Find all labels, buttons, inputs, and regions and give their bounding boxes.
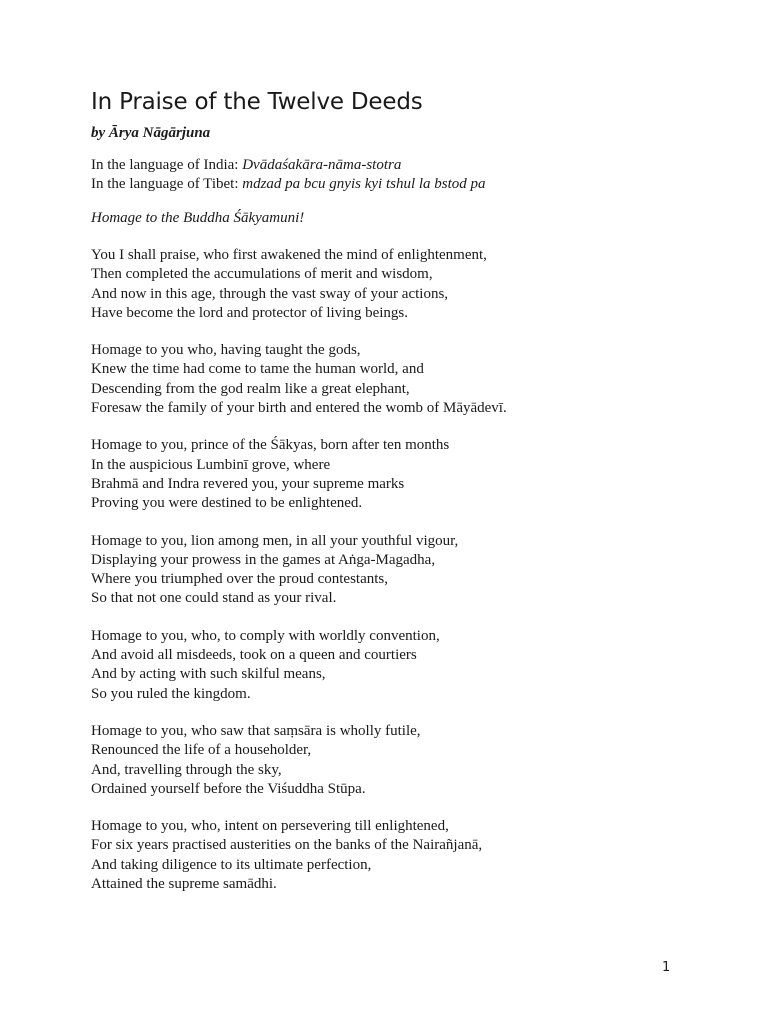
stanza-1 [91,246,731,323]
stanza-4 [91,532,731,609]
verse-line: Then completed the accumulations of merit and wisdom, [91,266,433,283]
language-tibet-prefix: In the language of Tibet: [91,176,243,192]
document-body [91,86,731,912]
homage-line: Homage to the Buddha Śākyamuni! [91,210,305,226]
verse-line: For six years practised austerities on the banks of the Nairañjanā, [91,837,483,854]
verse-line: Homage to you, who, intent on persevering till enlightened, [91,818,449,835]
author-byline: by Ārya Nāgārjuna [91,125,211,141]
verse-line: Renounced the life of a householder, [91,742,312,759]
language-info [91,156,731,194]
verse-line: Foresaw the family of your birth and entered the womb of Māyādevī. [91,400,507,417]
verse-line: And avoid all misdeeds, took on a queen and courtiers [91,647,417,664]
stanza-6 [91,722,731,799]
verse-line: And taking diligence to its ultimate perfection, [91,856,372,873]
verse-line: So you ruled the kingdom. [91,685,251,702]
language-india [91,156,731,175]
verse-line: Where you triumphed over the proud contestants, [91,571,388,588]
verse-line: Homage to you, lion among men, in all your youthful vigour, [91,532,459,549]
document-title: In Praise of the Twelve Deeds [91,89,423,115]
verse-line: Proving you were destined to be enlightened. [91,495,363,512]
language-tibet-title: mdzad pa bcu gnyis kyi tshul la bstod pa [242,176,486,192]
language-india-title: Dvādaśakāra-nāma-stotra [242,157,402,173]
stanza-7 [91,817,731,894]
verse-line: And by acting with such skilful means, [91,666,326,683]
verse-line: Attained the supreme samādhi. [91,876,277,893]
verse-line: Homage to you, prince of the Śākyas, born after ten months [91,437,450,454]
verse-line: Homage to you, who saw that saṃsāra is wholly futile, [91,722,421,739]
verse-line: And, travelling through the sky, [91,761,282,778]
verse-line: Displaying your prowess in the games at Aṅga-Magadha, [91,551,436,568]
language-india-prefix: In the language of India: [91,157,243,173]
verse-line: Knew the time had come to tame the human world, and [91,361,424,378]
stanza-3 [91,436,731,513]
verse-line: Brahmā and Indra revered you, your supreme marks [91,475,405,492]
verse-line: Ordained yourself before the Viśuddha Stūpa. [91,780,366,797]
verse-line: Have become the lord and protector of living beings. [91,304,408,321]
verse-line: Homage to you, who, to comply with worldly convention, [91,627,440,644]
verse-line: And now in this age, through the vast sway of your actions, [91,285,449,302]
language-tibet [91,175,731,194]
stanza-5 [91,627,731,704]
verse-line: In the auspicious Lumbinī grove, where [91,456,331,473]
verse-line: Descending from the god realm like a great elephant, [91,380,410,397]
page-number: 1 [662,960,671,975]
verse-line: Homage to you who, having taught the gods, [91,342,361,359]
verse-line: So that not one could stand as your rival. [91,590,337,607]
verse-line: You I shall praise, who first awakened the mind of enlightenment, [91,247,487,263]
stanza-2 [91,341,731,418]
